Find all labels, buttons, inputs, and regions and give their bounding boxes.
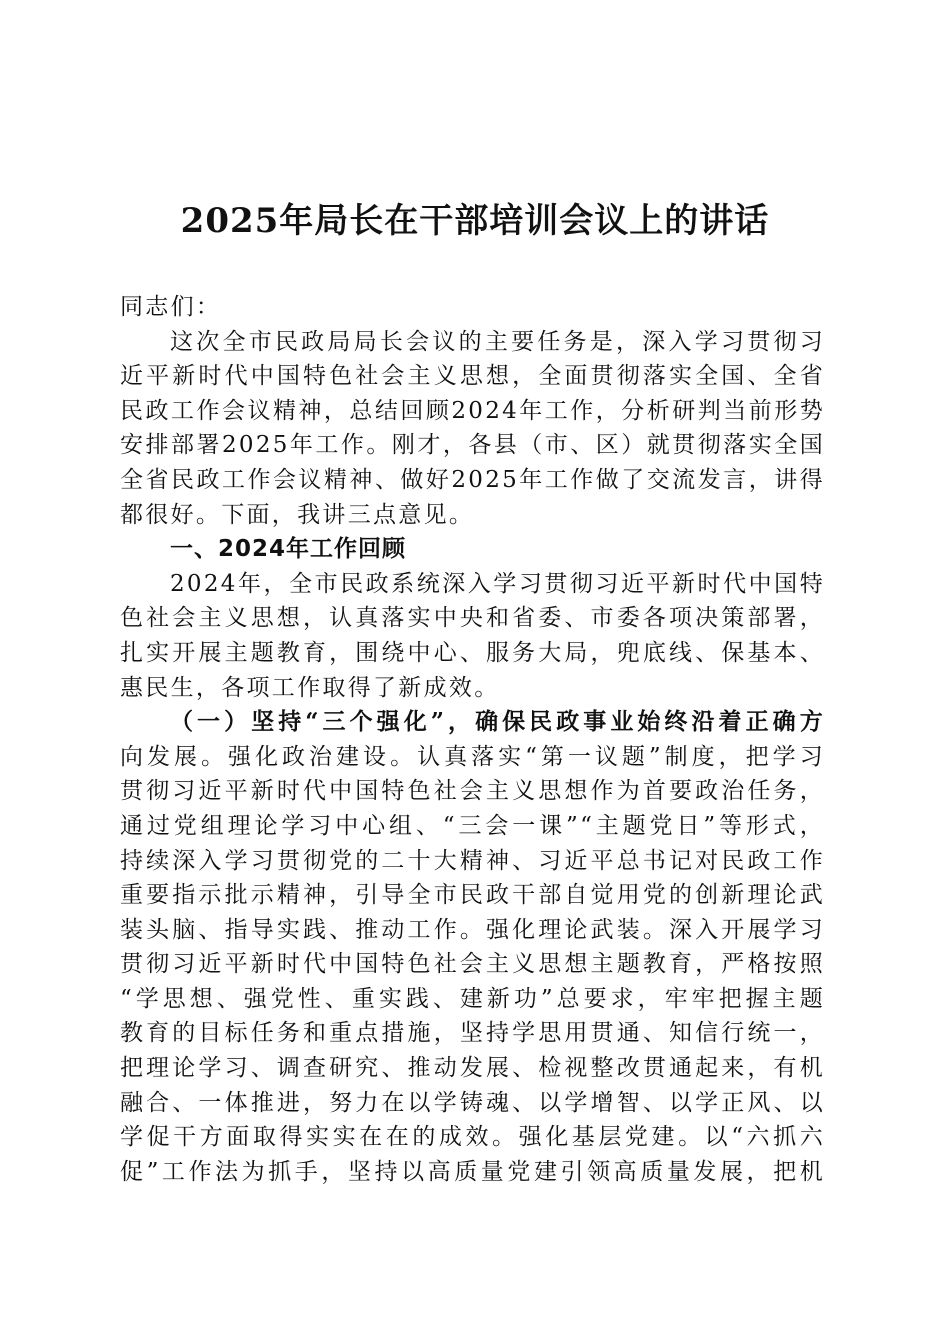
document-title: 2025年局长在干部培训会议上的讲话 — [180, 201, 770, 241]
text-line: 把理论学习、调查研究、推动发展、检视整改贯通起来，有机 — [120, 1055, 825, 1082]
text-line: 向发展。强化政治建设。认真落实“第一议题”制度，把学习 — [120, 743, 825, 770]
text-line: 通过党组理论学习中心组、“三会一课”“主题党日”等形式， — [120, 812, 825, 839]
text-line: 全省民政工作会议精神、做好2025年工作做了交流发言，讲得 — [120, 466, 825, 493]
text-line: 持续深入学习贯彻党的二十大精神、习近平总书记对民政工作 — [120, 847, 825, 874]
section-heading-line: 一、2024年工作回顾 — [170, 536, 407, 563]
text-line: 融合、一体推进，努力在以学铸魂、以学增智、以学正风、以 — [120, 1089, 825, 1116]
text-line: 装头脑、指导实践、推动工作。强化理论武装。深入开展学习 — [120, 916, 825, 943]
text-line: 重要指示批示精神，引导全市民政干部自觉用党的创新理论武 — [120, 882, 825, 909]
text-line: 都很好。下面，我讲三点意见。 — [120, 501, 475, 528]
text-line: “学思想、强党性、重实践、建新功”总要求，牢牢把握主题 — [120, 985, 825, 1012]
text-line: 民政工作会议精神，总结回顾2024年工作，分析研判当前形势 — [120, 397, 825, 424]
text-line: （一）坚持“三个强化”，确保民政事业始终沿着正确方 — [170, 708, 825, 736]
text-line: 贯彻习近平新时代中国特色社会主义思想主题教育，严格按照 — [120, 951, 825, 978]
text-line: 贯彻习近平新时代中国特色社会主义思想作为首要政治任务， — [120, 778, 825, 805]
text-line: 2024年，全市民政系统深入学习贯彻习近平新时代中国特 — [170, 570, 825, 597]
text-line: 学促干方面取得实实在在的成效。强化基层党建。以“六抓六 — [120, 1124, 825, 1151]
text-line: 扎实开展主题教育，围绕中心、服务大局，兜底线、保基本、 — [120, 639, 825, 666]
text-line: 这次全市民政局局长会议的主要任务是，深入学习贯彻习 — [170, 328, 825, 355]
text-line: 惠民生，各项工作取得了新成效。 — [120, 674, 500, 701]
text-line: 色社会主义思想，认真落实中央和省委、市委各项决策部署， — [120, 605, 825, 632]
greeting-line: 同志们： — [120, 294, 222, 320]
text-line: 促”工作法为抓手，坚持以高质量党建引领高质量发展，把机 — [120, 1158, 825, 1185]
text-line: 安排部署2025年工作。刚才，各县（市、区）就贯彻落实全国 — [120, 432, 825, 459]
document-body — [120, 290, 825, 1189]
text-line: 教育的目标任务和重点措施，坚持学思用贯通、知信行统一， — [120, 1020, 825, 1047]
text-line: 近平新时代中国特色社会主义思想，全面贯彻落实全国、全省 — [120, 363, 825, 390]
paragraph-lines — [120, 325, 825, 1190]
